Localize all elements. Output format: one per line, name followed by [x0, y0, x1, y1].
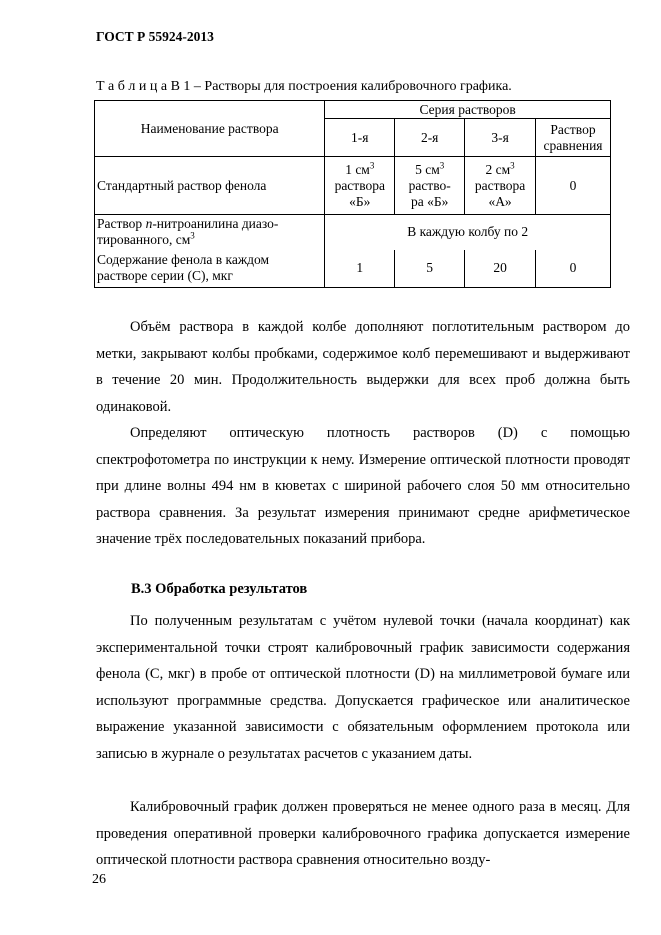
cell-series-2: 5 — [395, 250, 465, 288]
text-part: тированного, см — [97, 232, 191, 248]
cell-line: раствора — [334, 177, 385, 193]
row-name-line2 — [97, 232, 322, 248]
table-header-row — [95, 101, 611, 119]
cell-series-3 — [465, 157, 536, 215]
cell-line — [467, 162, 533, 178]
page-number: 26 — [92, 872, 106, 887]
cell-line: раство- — [408, 177, 451, 193]
table-row — [95, 250, 611, 288]
header-series-3: 3-я — [465, 119, 536, 157]
header-comparison-line1: Раствор — [550, 121, 596, 137]
superscript: 3 — [369, 160, 375, 170]
cell-series-3: 20 — [465, 250, 536, 288]
row-name-line1: Содержание фенола в каждом — [97, 252, 270, 268]
row-name-nitroaniline — [95, 215, 325, 250]
row-name-line2: растворе серии (С), мкг — [97, 268, 233, 284]
cell-comparison: 0 — [536, 157, 611, 215]
header-comparison-line2: сравнения — [543, 137, 603, 153]
row-name-phenol-content — [95, 250, 325, 288]
document-header: ГОСТ Р 55924-2013 — [96, 29, 214, 44]
row-name-standard-phenol: Стандартный раствор фенола — [95, 157, 325, 215]
cell-line: «Б» — [349, 193, 371, 209]
superscript: 3 — [439, 160, 445, 170]
cell-series-1: 1 — [325, 250, 395, 288]
paragraph-4: Калибровочный график должен проверяться не менее одного раза в месяц. Для проведения оперативной проверки калибровочного графика допускается измерение оптической плотности раствора сравнения относительно возду- — [96, 799, 630, 868]
cell-line — [397, 162, 462, 178]
paragraph-2: Определяют оптическую плотность растворов (D) с помощью спектрофотометра по инструкции к нему. Измерение оптической плотности проводят при длине волны 494 нм в кюветах с шириной рабочего слоя 50 мм относительно раствора сравнения. За результат измерения принимают средне арифметическое значение трёх последовательных показаний прибора. — [96, 425, 630, 547]
solutions-table — [94, 100, 611, 288]
cell-line: «А» — [488, 193, 512, 209]
superscript: 3 — [190, 230, 195, 241]
cell-series-1 — [325, 157, 395, 215]
header-solution-name: Наименование раствора — [95, 101, 325, 157]
table-row — [95, 215, 611, 250]
paragraph-1: Объём раствора в каждой колбе дополняют поглотительным раствором до метки, закрывают колбы пробками, содержимое колб перемешивают и выдерживают в течение 20 мин. Продолжительность выдержки для всех проб должна быть одинаковой. — [96, 319, 630, 415]
header-series-1: 1-я — [325, 119, 395, 157]
cell-volume: 2 см — [485, 161, 511, 177]
cell-comparison: 0 — [536, 250, 611, 288]
paragraph-3: По полученным результатам с учётом нулевой точки (начала координат) как экспериментальной точки строят калибровочный график зависимости содержания фенола (С, мкг) в пробе от оптической плотности (D) на миллиметровой бумаге или используют программные средства. Допускается графическое или аналитическое выражение указанной зависимости с обязательным оформлением протокола или записью в журнале о результатах расчетов с указанием даты. — [96, 613, 630, 762]
text-part: -нитроанилина диазо- — [152, 216, 279, 232]
cell-each-flask: В каждую колбу по 2 — [325, 215, 611, 250]
italic-n: n — [145, 216, 153, 232]
row-name-line1 — [97, 216, 322, 232]
cell-volume: 1 см — [345, 161, 370, 177]
section-title: В.3 Обработка результатов — [131, 581, 308, 597]
superscript: 3 — [510, 160, 515, 170]
cell-series-2 — [395, 157, 465, 215]
table-caption: Т а б л и ц а В 1 – Растворы для построения калибровочного графика. — [96, 79, 512, 94]
cell-volume: 5 см — [415, 161, 440, 177]
header-comparison — [536, 119, 611, 157]
cell-line: раствора — [474, 177, 526, 193]
header-series: Серия растворов — [325, 101, 611, 119]
cell-line: ра «Б» — [410, 193, 449, 209]
header-series-2: 2-я — [395, 119, 465, 157]
text-part: Раствор — [97, 216, 146, 232]
cell-line — [327, 162, 392, 178]
table-row — [95, 157, 611, 215]
